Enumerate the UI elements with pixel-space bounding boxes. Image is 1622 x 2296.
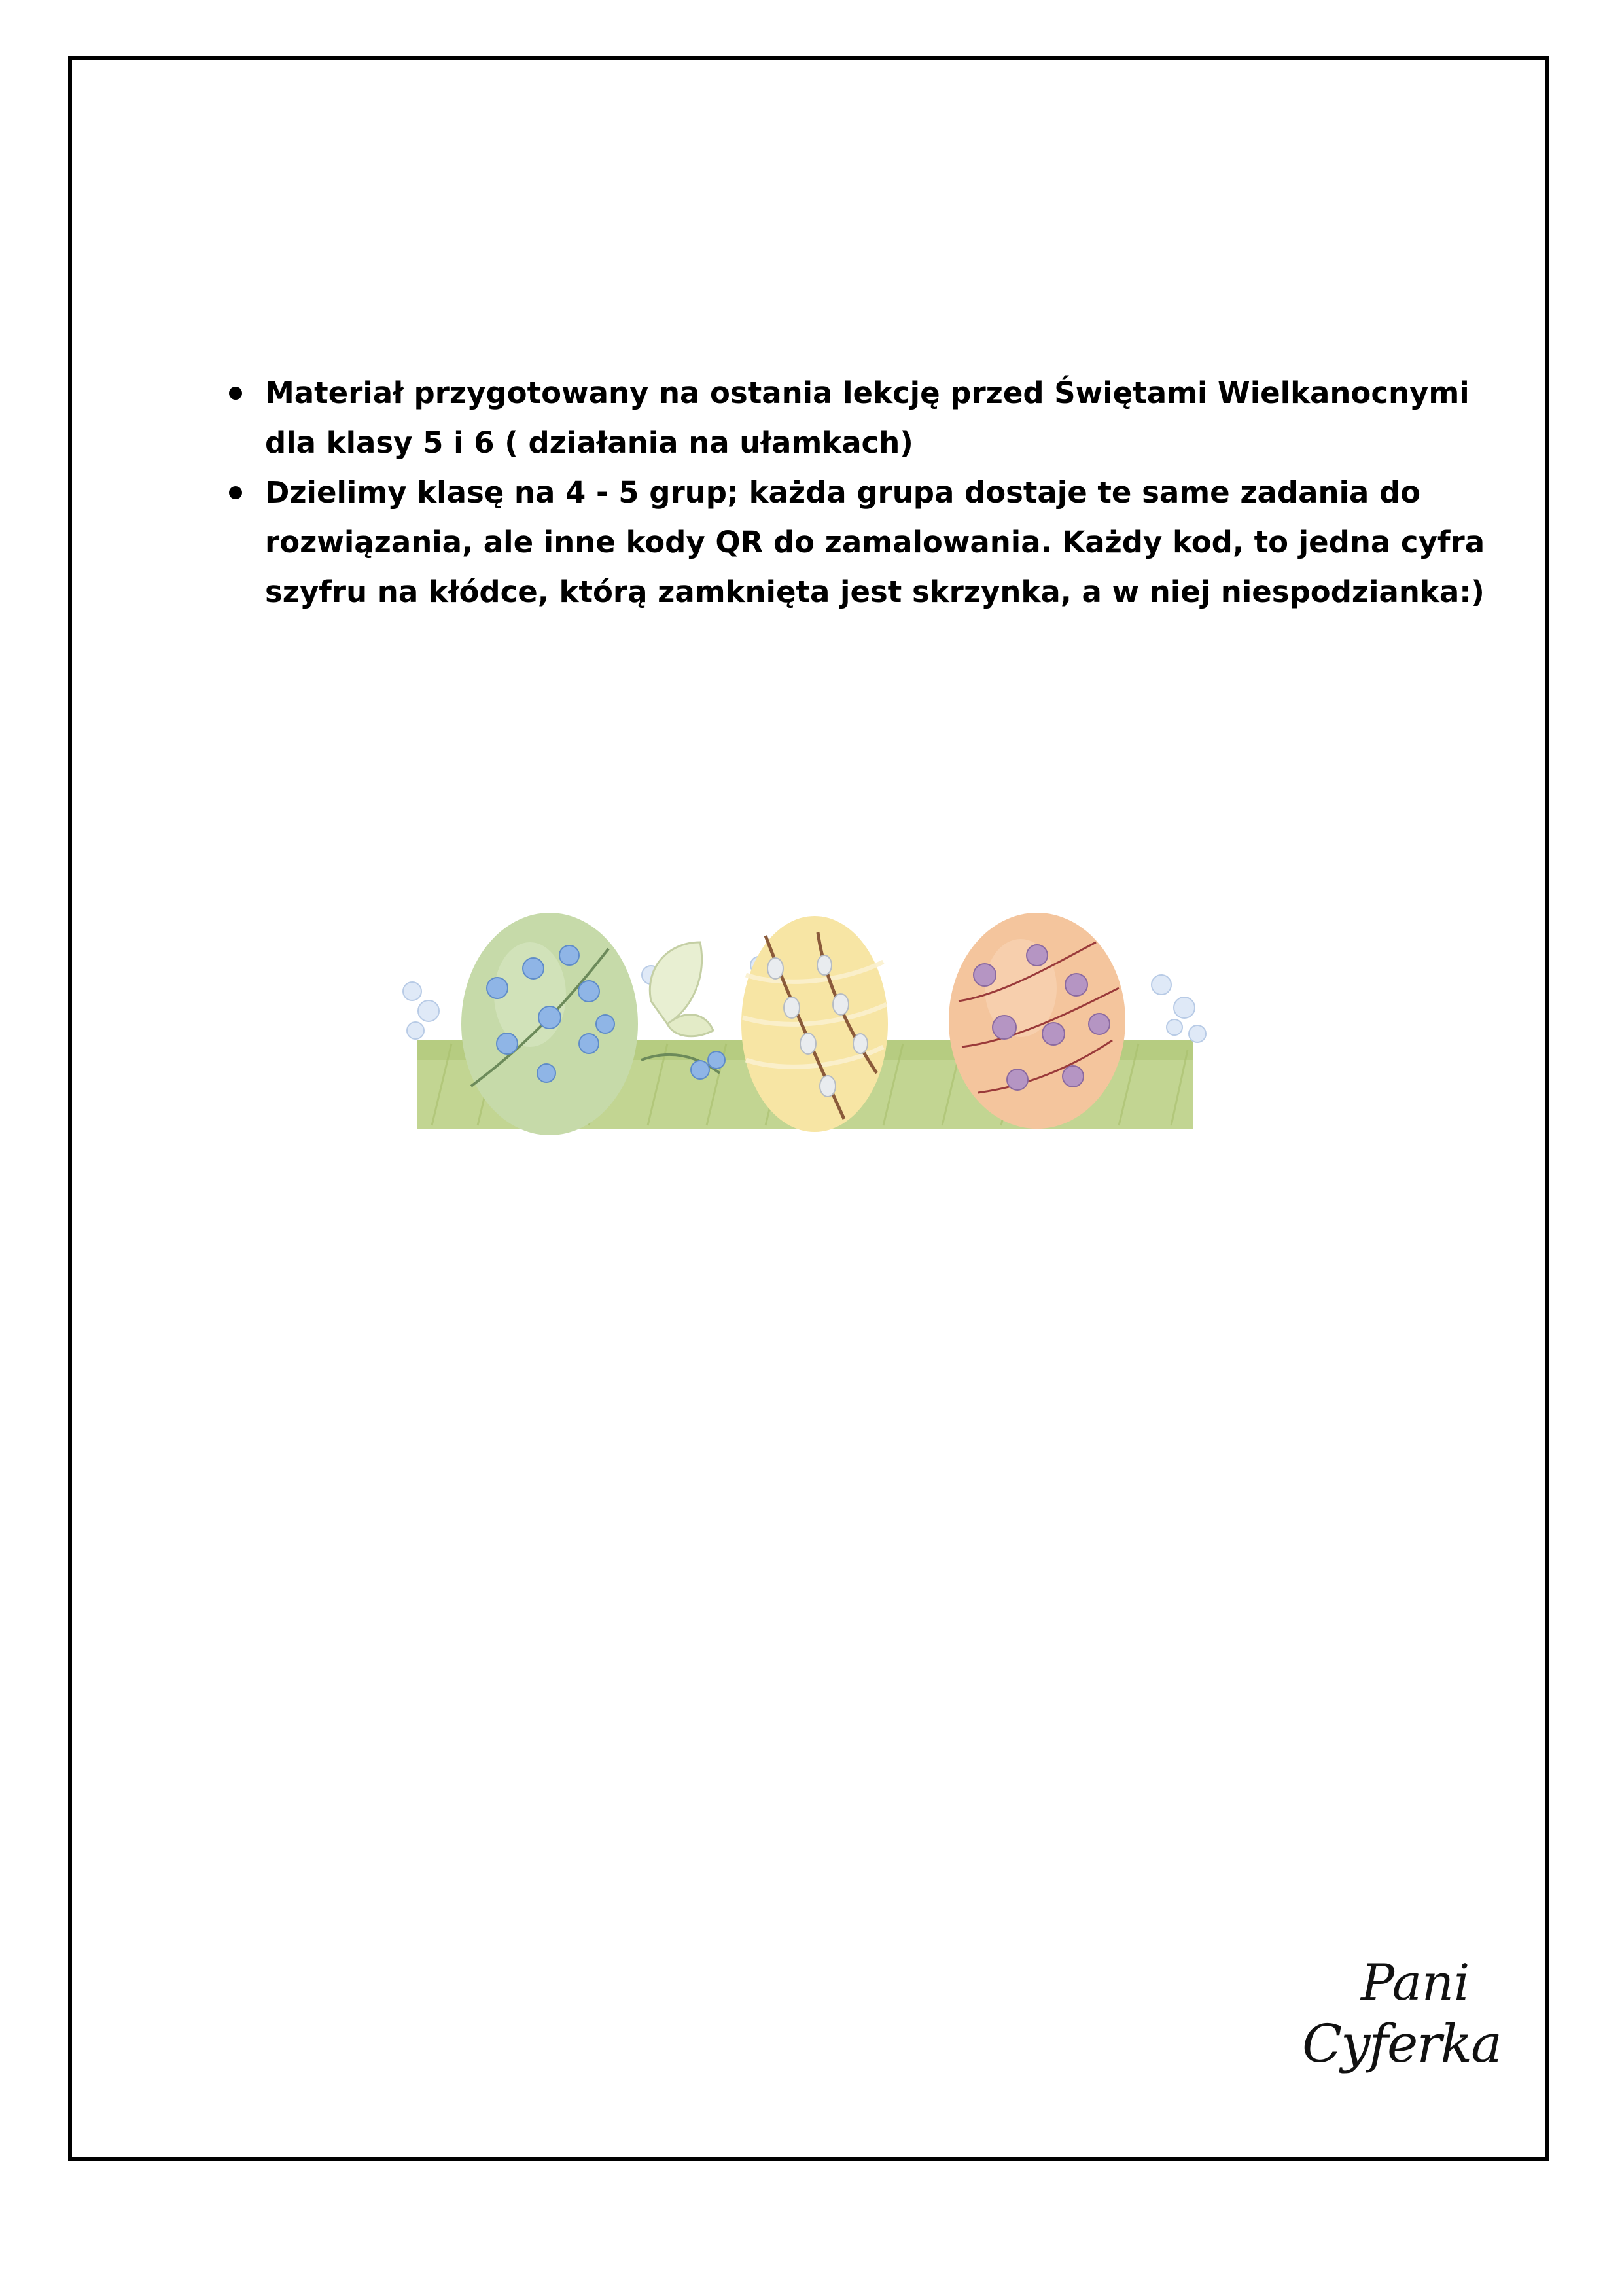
- easter-eggs-illustration: [393, 877, 1217, 1139]
- yellow-egg: [741, 916, 888, 1132]
- peach-egg: [949, 913, 1125, 1129]
- signature-line-1: Pani: [1361, 1953, 1470, 2011]
- info-list: [222, 368, 1498, 617]
- green-egg: [461, 913, 638, 1135]
- list-item-text: Materiał przygotowany na ostania lekcję przed Świętami Wielkanocnymi dla klasy 5 i 6 ( działania na ułamkach): [265, 376, 1470, 460]
- list-item: [222, 468, 1498, 617]
- list-item: [222, 368, 1498, 468]
- signature-line-2: Cyferka: [1302, 2013, 1501, 2074]
- bullet-icon: [229, 486, 242, 499]
- bullet-icon: [229, 387, 242, 400]
- list-item-text: Dzielimy klasę na 4 - 5 grup; każda grupa dostaje te same zadania do rozwiązania, ale inne kody QR do zamalowania. Każdy kod, to jedna cyfra szyfru na kłódce, którą zamknięta jest skrzynka, a w niej niespodzianka:): [265, 475, 1485, 609]
- signature-logo: [1302, 1953, 1501, 2104]
